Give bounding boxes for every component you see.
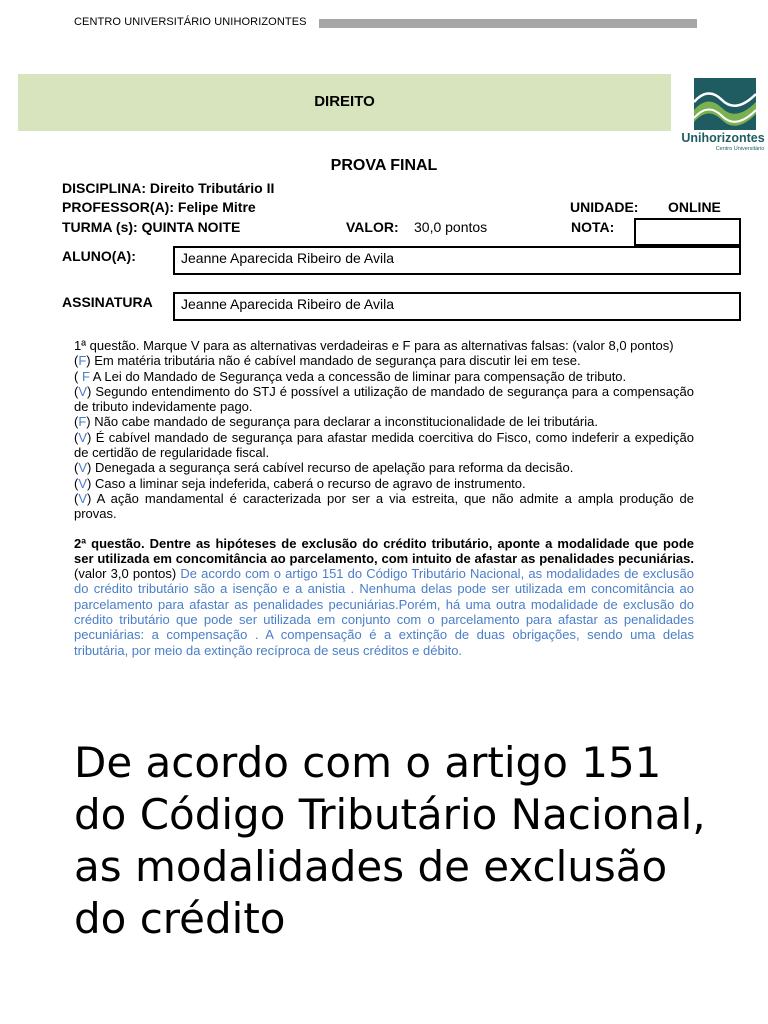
nota-label: NOTA: bbox=[571, 219, 615, 235]
q1-item: (V) A ação mandamental é caracterizada por ser a via estreita, que não admite a ampla produção de provas. bbox=[74, 490, 694, 522]
q1-item: (V) Caso a liminar seja indeferida, caberá o recurso de agravo de instrumento. bbox=[74, 475, 526, 491]
q1-intro: 1ª questão. Marque V para as alternativas verdadeiras e F para as alternativas falsas: (valor 8,0 pontos) bbox=[74, 338, 674, 353]
q1-item: (F) Em matéria tributária não é cabível mandado de segurança para discutir lei em tese. bbox=[74, 353, 581, 369]
q1-answer: V bbox=[78, 475, 88, 491]
assinatura-label: ASSINATURA bbox=[62, 294, 153, 310]
logo-mark-icon bbox=[678, 74, 768, 156]
large-excerpt: De acordo com o artigo 151 do Código Tributário Nacional, as modalidades de exclusão do crédito bbox=[74, 738, 706, 943]
q1-answer: F bbox=[78, 414, 87, 430]
logo-text: Unihorizontes bbox=[681, 131, 765, 145]
exam-title: PROVA FINAL bbox=[330, 157, 438, 174]
assinatura-field[interactable] bbox=[173, 292, 741, 321]
q1-answer: V bbox=[78, 490, 88, 506]
turma: TURMA (s): QUINTA NOITE bbox=[62, 219, 241, 235]
q1-item: (V) Segundo entendimento do STJ é possível a utilização de mandado de segurança para a compensação de tributo indevidamente pago. bbox=[74, 383, 694, 415]
assinatura-value: Jeanne Aparecida Ribeiro de Avila bbox=[181, 296, 395, 312]
unihorizontes-logo bbox=[678, 74, 768, 156]
header-gray-bar bbox=[319, 19, 697, 28]
unidade-label: UNIDADE: bbox=[570, 199, 639, 215]
q1-answer: V bbox=[78, 429, 88, 445]
nota-field[interactable] bbox=[634, 218, 741, 246]
q2-block bbox=[74, 536, 694, 658]
course-banner bbox=[18, 74, 671, 131]
q2-value: (valor 3,0 pontos) bbox=[74, 566, 181, 582]
aluno-field[interactable] bbox=[173, 246, 741, 275]
q1-answer: V bbox=[78, 460, 88, 476]
aluno-label: ALUNO(A): bbox=[62, 248, 136, 264]
q1-item: ( F A Lei do Mandado de Segurança veda a concessão de liminar para compensação de tributo. bbox=[74, 368, 627, 384]
valor-value: 30,0 pontos bbox=[414, 219, 488, 235]
discipline: DISCIPLINA: Direito Tributário II bbox=[62, 180, 275, 196]
aluno-value: Jeanne Aparecida Ribeiro de Avila bbox=[181, 250, 395, 266]
valor-label: VALOR: bbox=[346, 219, 399, 235]
q2-answer: De acordo com o artigo 151 do Código Tributário Nacional, as modalidades de exclusão do crédito tributário são a isenção e a anistia . Nenhuma delas pode ser utilizada em concomitância ao parcelamento para afastar as penalidades pecuniárias.Porém, há uma outra modalidade de exclusão do crédito tributário que pode ser utilizada em conjunto com o parcelamento para afastar as penalidades pecuniárias: a compensação . A compensação é a extinção de duas obrigações, sendo uma delas tributária, por meio da extinção recíproca de seus créditos e débito. bbox=[74, 566, 695, 658]
q1-answer: V bbox=[78, 383, 88, 399]
q1-item: (V) É cabível mandado de segurança para afastar medida coercitiva do Fisco, como indeferir a expedição de certidão de regularidade fiscal. bbox=[74, 429, 694, 461]
logo-subtext: Centro Universitário bbox=[715, 146, 765, 152]
q1-answer: F bbox=[78, 353, 87, 369]
q1-answer: F bbox=[81, 368, 90, 384]
q2-question: 2ª questão. Dentre as hipóteses de exclusão do crédito tributário, aponte a modalidade que pode ser utilizada em concomitância ao parcelamento, com intuito de afastar as penalidades pecuniárias. bbox=[74, 535, 694, 566]
professor: PROFESSOR(A): Felipe Mitre bbox=[62, 199, 256, 215]
unidade-value: ONLINE bbox=[668, 199, 721, 215]
institution-name: CENTRO UNIVERSITÁRIO UNIHORIZONTES bbox=[74, 16, 307, 28]
questions-section bbox=[74, 338, 694, 658]
q1-item: (V) Denegada a segurança será cabível recurso de apelação para reforma da decisão. bbox=[74, 460, 574, 476]
course-title: DIREITO bbox=[314, 93, 375, 110]
q1-item: (F) Não cabe mandado de segurança para declarar a inconstitucionalidade de lei tributária. bbox=[74, 414, 598, 430]
